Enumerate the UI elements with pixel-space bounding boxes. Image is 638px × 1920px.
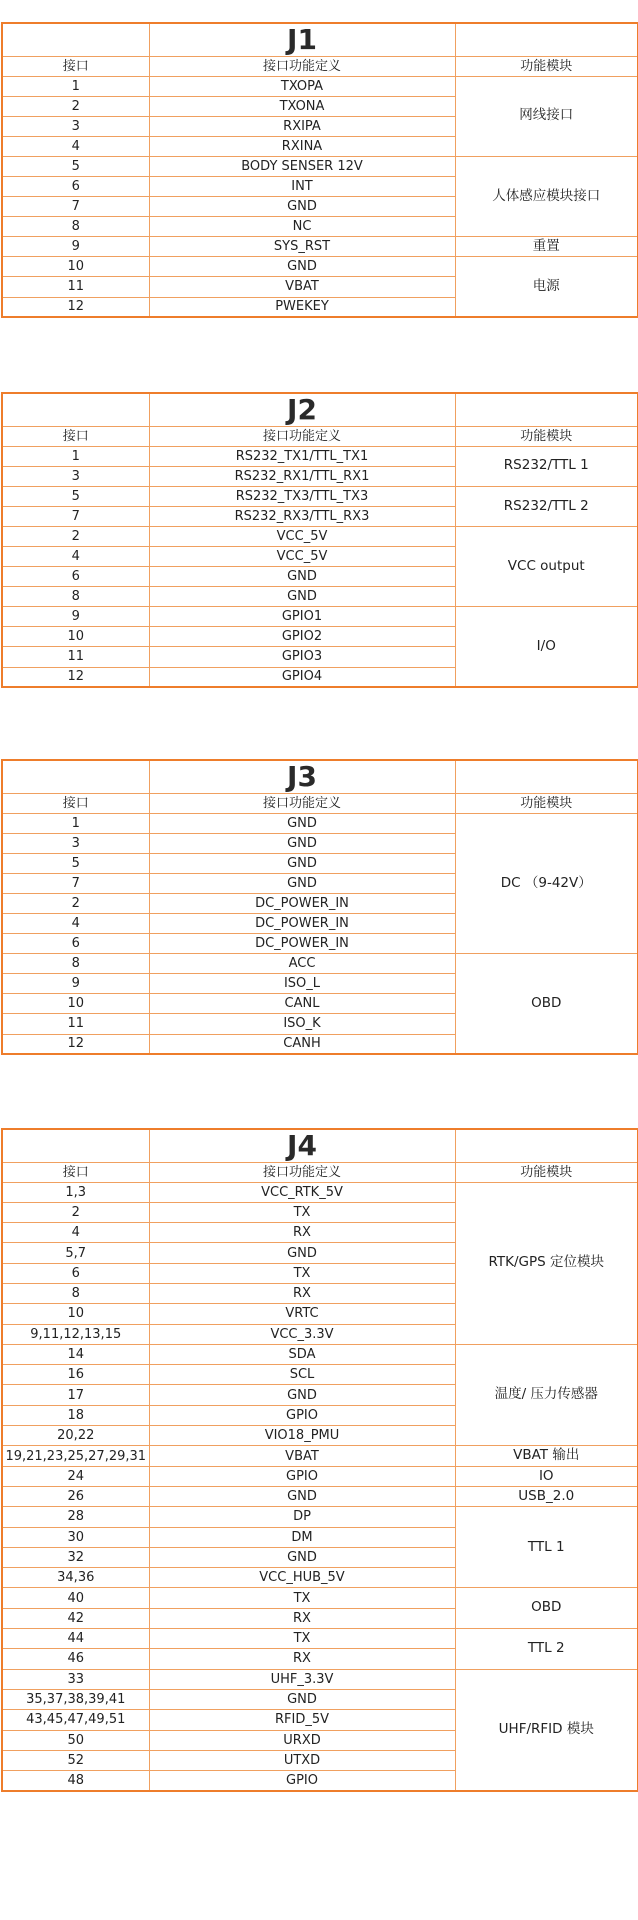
pin-definition-cell: UTXD: [149, 1750, 455, 1770]
pin-definition-cell: SCL: [149, 1365, 455, 1385]
pin-definition-cell: TX: [149, 1629, 455, 1649]
pin-definition-cell: GPIO1: [149, 607, 455, 627]
pin-definition-cell: VCC_HUB_5V: [149, 1568, 455, 1588]
pin-definition-cell: CANH: [149, 1034, 455, 1054]
table-row: [2, 1629, 638, 1649]
module-header: 功能模块: [455, 793, 638, 813]
pin-number-cell: 5,7: [2, 1243, 149, 1263]
pin-number-cell: 8: [2, 217, 149, 237]
pin-definition-cell: INT: [149, 176, 455, 196]
function-module-cell: USB_2.0: [455, 1486, 638, 1506]
pin-number-cell: 17: [2, 1385, 149, 1405]
pin-number-cell: 35,37,38,39,41: [2, 1689, 149, 1709]
pin-number-cell: 19,21,23,25,27,29,31: [2, 1446, 149, 1466]
pin-definition-cell: RX: [149, 1283, 455, 1303]
pin-number-cell: 44: [2, 1629, 149, 1649]
pin-number-cell: 40: [2, 1588, 149, 1608]
function-module-cell: VCC output: [455, 526, 638, 606]
pin-definition-cell: SDA: [149, 1344, 455, 1364]
module-header: 功能模块: [455, 56, 638, 76]
function-module-cell: 网线接口: [455, 76, 638, 156]
pin-definition-cell: DM: [149, 1527, 455, 1547]
pin-definition-cell: ISO_L: [149, 974, 455, 994]
pin-definition-cell: PWEKEY: [149, 297, 455, 317]
table-row: [2, 813, 638, 833]
pin-number-cell: 1: [2, 76, 149, 96]
pin-definition-cell: GND: [149, 813, 455, 833]
table-title: J4: [149, 1129, 455, 1162]
table-row: [2, 954, 638, 974]
pin-number-cell: 6: [2, 567, 149, 587]
title-row: [2, 760, 638, 793]
pin-definition-cell: GPIO2: [149, 627, 455, 647]
pin-definition-cell: URXD: [149, 1730, 455, 1750]
pin-number-cell: 4: [2, 546, 149, 566]
pin-definition-cell: GND: [149, 567, 455, 587]
empty-cell: [2, 760, 149, 793]
pin-number-cell: 34,36: [2, 1568, 149, 1588]
pin-number-cell: 5: [2, 486, 149, 506]
pin-number-cell: 11: [2, 277, 149, 297]
pin-definition-cell: VBAT: [149, 277, 455, 297]
table-row: [2, 526, 638, 546]
function-module-cell: VBAT 输出: [455, 1446, 638, 1466]
pin-definition-cell: VRTC: [149, 1304, 455, 1324]
pin-definition-cell: GND: [149, 587, 455, 607]
function-module-cell: TTL 2: [455, 1629, 638, 1670]
pin-table-j2: [1, 392, 638, 688]
pin-definition-cell: GPIO: [149, 1771, 455, 1791]
pin-number-cell: 48: [2, 1771, 149, 1791]
function-module-cell: 电源: [455, 257, 638, 317]
pin-number-cell: 4: [2, 136, 149, 156]
pin-number-cell: 50: [2, 1730, 149, 1750]
pin-definition-cell: RS232_TX3/TTL_TX3: [149, 486, 455, 506]
header-row: [2, 1162, 638, 1182]
table-row: [2, 607, 638, 627]
empty-cell: [455, 1129, 638, 1162]
empty-cell: [2, 23, 149, 56]
table-title: J1: [149, 23, 455, 56]
pin-number-cell: 11: [2, 647, 149, 667]
pin-number-cell: 5: [2, 156, 149, 176]
pin-header: 接口: [2, 1162, 149, 1182]
function-module-cell: DC （9-42V）: [455, 813, 638, 954]
table-row: [2, 257, 638, 277]
title-row: [2, 393, 638, 426]
pin-number-cell: 10: [2, 257, 149, 277]
pin-number-cell: 20,22: [2, 1426, 149, 1446]
pin-number-cell: 52: [2, 1750, 149, 1770]
header-row: [2, 793, 638, 813]
pin-number-cell: 9: [2, 607, 149, 627]
pin-definition-cell: TX: [149, 1263, 455, 1283]
pin-number-cell: 10: [2, 1304, 149, 1324]
definition-header: 接口功能定义: [149, 56, 455, 76]
function-module-cell: UHF/RFID 模块: [455, 1669, 638, 1791]
pin-definition-cell: GPIO4: [149, 667, 455, 687]
pin-definition-cell: RS232_RX1/TTL_RX1: [149, 466, 455, 486]
empty-cell: [455, 760, 638, 793]
pin-header: 接口: [2, 793, 149, 813]
pin-definition-cell: VBAT: [149, 1446, 455, 1466]
function-module-cell: RS232/TTL 1: [455, 446, 638, 486]
pin-number-cell: 1: [2, 813, 149, 833]
pin-definition-cell: SYS_RST: [149, 237, 455, 257]
table-row: [2, 76, 638, 96]
pin-number-cell: 12: [2, 297, 149, 317]
pin-number-cell: 14: [2, 1344, 149, 1364]
pin-number-cell: 7: [2, 506, 149, 526]
function-module-cell: RS232/TTL 2: [455, 486, 638, 526]
empty-cell: [2, 393, 149, 426]
table-row: [2, 1507, 638, 1527]
function-module-cell: 温度/ 压力传感器: [455, 1344, 638, 1445]
pin-number-cell: 18: [2, 1405, 149, 1425]
empty-cell: [455, 23, 638, 56]
table-title: J3: [149, 760, 455, 793]
pin-number-cell: 1,3: [2, 1182, 149, 1202]
pin-number-cell: 10: [2, 994, 149, 1014]
pin-header: 接口: [2, 426, 149, 446]
function-module-cell: IO: [455, 1466, 638, 1486]
pin-number-cell: 9: [2, 237, 149, 257]
pin-number-cell: 8: [2, 1283, 149, 1303]
pin-number-cell: 12: [2, 667, 149, 687]
pin-number-cell: 2: [2, 893, 149, 913]
pin-definition-cell: VCC_5V: [149, 546, 455, 566]
pin-definition-cell: RX: [149, 1223, 455, 1243]
pin-number-cell: 7: [2, 873, 149, 893]
pin-definition-cell: RXINA: [149, 136, 455, 156]
pin-number-cell: 46: [2, 1649, 149, 1669]
table-row: [2, 1486, 638, 1506]
header-row: [2, 56, 638, 76]
pin-number-cell: 4: [2, 1223, 149, 1243]
function-module-cell: I/O: [455, 607, 638, 687]
pin-definition-cell: ACC: [149, 954, 455, 974]
pin-number-cell: 6: [2, 1263, 149, 1283]
pin-number-cell: 2: [2, 1202, 149, 1222]
pin-definition-cell: GND: [149, 833, 455, 853]
pin-definition-cell: TXOPA: [149, 76, 455, 96]
definition-header: 接口功能定义: [149, 426, 455, 446]
empty-cell: [2, 1129, 149, 1162]
pin-definition-cell: GPIO: [149, 1466, 455, 1486]
table-row: [2, 156, 638, 176]
function-module-cell: OBD: [455, 954, 638, 1054]
function-module-cell: OBD: [455, 1588, 638, 1629]
pin-number-cell: 26: [2, 1486, 149, 1506]
pin-definition-cell: GPIO: [149, 1405, 455, 1425]
pin-definition-cell: RX: [149, 1608, 455, 1628]
pin-definition-cell: RX: [149, 1649, 455, 1669]
table-row: [2, 1446, 638, 1466]
function-module-cell: 重置: [455, 237, 638, 257]
pin-definition-cell: GPIO3: [149, 647, 455, 667]
pin-table-j1: [1, 22, 638, 318]
title-row: [2, 1129, 638, 1162]
header-row: [2, 426, 638, 446]
pin-definition-cell: DC_POWER_IN: [149, 913, 455, 933]
pin-definition-cell: GND: [149, 1547, 455, 1567]
pin-table-j4: [1, 1128, 638, 1792]
pin-number-cell: 9: [2, 974, 149, 994]
function-module-cell: RTK/GPS 定位模块: [455, 1182, 638, 1344]
pin-definition-cell: RXIPA: [149, 116, 455, 136]
table-row: [2, 486, 638, 506]
table-row: [2, 237, 638, 257]
pin-number-cell: 12: [2, 1034, 149, 1054]
module-header: 功能模块: [455, 426, 638, 446]
pin-number-cell: 6: [2, 176, 149, 196]
pin-definition-cell: GND: [149, 1689, 455, 1709]
pin-number-cell: 8: [2, 954, 149, 974]
pin-header: 接口: [2, 56, 149, 76]
pin-number-cell: 24: [2, 1466, 149, 1486]
pin-definition-cell: UHF_3.3V: [149, 1669, 455, 1689]
pin-number-cell: 10: [2, 627, 149, 647]
pin-definition-cell: CANL: [149, 994, 455, 1014]
pin-number-cell: 1: [2, 446, 149, 466]
definition-header: 接口功能定义: [149, 1162, 455, 1182]
pin-number-cell: 42: [2, 1608, 149, 1628]
definition-header: 接口功能定义: [149, 793, 455, 813]
pin-number-cell: 3: [2, 116, 149, 136]
pin-definition-cell: ISO_K: [149, 1014, 455, 1034]
table-row: [2, 1182, 638, 1202]
pin-definition-cell: RS232_TX1/TTL_TX1: [149, 446, 455, 466]
pin-number-cell: 5: [2, 853, 149, 873]
pin-definition-cell: GND: [149, 1243, 455, 1263]
pin-number-cell: 2: [2, 96, 149, 116]
module-header: 功能模块: [455, 1162, 638, 1182]
pin-definition-cell: GND: [149, 257, 455, 277]
table-row: [2, 1669, 638, 1689]
title-row: [2, 23, 638, 56]
pin-number-cell: 9,11,12,13,15: [2, 1324, 149, 1344]
pin-definition-cell: VCC_3.3V: [149, 1324, 455, 1344]
pin-table-j3: [1, 759, 638, 1055]
function-module-cell: TTL 1: [455, 1507, 638, 1588]
table-row: [2, 446, 638, 466]
pin-number-cell: 4: [2, 913, 149, 933]
pin-definition-cell: GND: [149, 873, 455, 893]
pin-number-cell: 32: [2, 1547, 149, 1567]
pin-definition-cell: GND: [149, 1385, 455, 1405]
pin-definition-cell: RS232_RX3/TTL_RX3: [149, 506, 455, 526]
pin-definition-cell: VIO18_PMU: [149, 1426, 455, 1446]
pin-number-cell: 7: [2, 197, 149, 217]
pin-definition-cell: DC_POWER_IN: [149, 893, 455, 913]
pin-definition-cell: BODY SENSER 12V: [149, 156, 455, 176]
pin-number-cell: 6: [2, 934, 149, 954]
pin-number-cell: 3: [2, 466, 149, 486]
pin-definition-cell: DC_POWER_IN: [149, 934, 455, 954]
pin-number-cell: 2: [2, 526, 149, 546]
table-row: [2, 1466, 638, 1486]
pin-definition-cell: TX: [149, 1202, 455, 1222]
pin-definition-cell: GND: [149, 197, 455, 217]
pin-number-cell: 33: [2, 1669, 149, 1689]
table-row: [2, 1588, 638, 1608]
empty-cell: [455, 393, 638, 426]
pin-definition-cell: GND: [149, 853, 455, 873]
pin-number-cell: 43,45,47,49,51: [2, 1710, 149, 1730]
pin-definition-cell: RFID_5V: [149, 1710, 455, 1730]
pin-definition-cell: NC: [149, 217, 455, 237]
pin-number-cell: 11: [2, 1014, 149, 1034]
table-row: [2, 1344, 638, 1364]
table-title: J2: [149, 393, 455, 426]
pin-definition-cell: TXONA: [149, 96, 455, 116]
pin-definition-cell: DP: [149, 1507, 455, 1527]
pin-number-cell: 28: [2, 1507, 149, 1527]
pin-number-cell: 16: [2, 1365, 149, 1385]
pin-definition-cell: TX: [149, 1588, 455, 1608]
pin-number-cell: 30: [2, 1527, 149, 1547]
pin-definition-cell: GND: [149, 1486, 455, 1506]
pin-number-cell: 3: [2, 833, 149, 853]
pin-definition-cell: VCC_RTK_5V: [149, 1182, 455, 1202]
pin-number-cell: 8: [2, 587, 149, 607]
function-module-cell: 人体感应模块接口: [455, 156, 638, 236]
pin-definition-cell: VCC_5V: [149, 526, 455, 546]
